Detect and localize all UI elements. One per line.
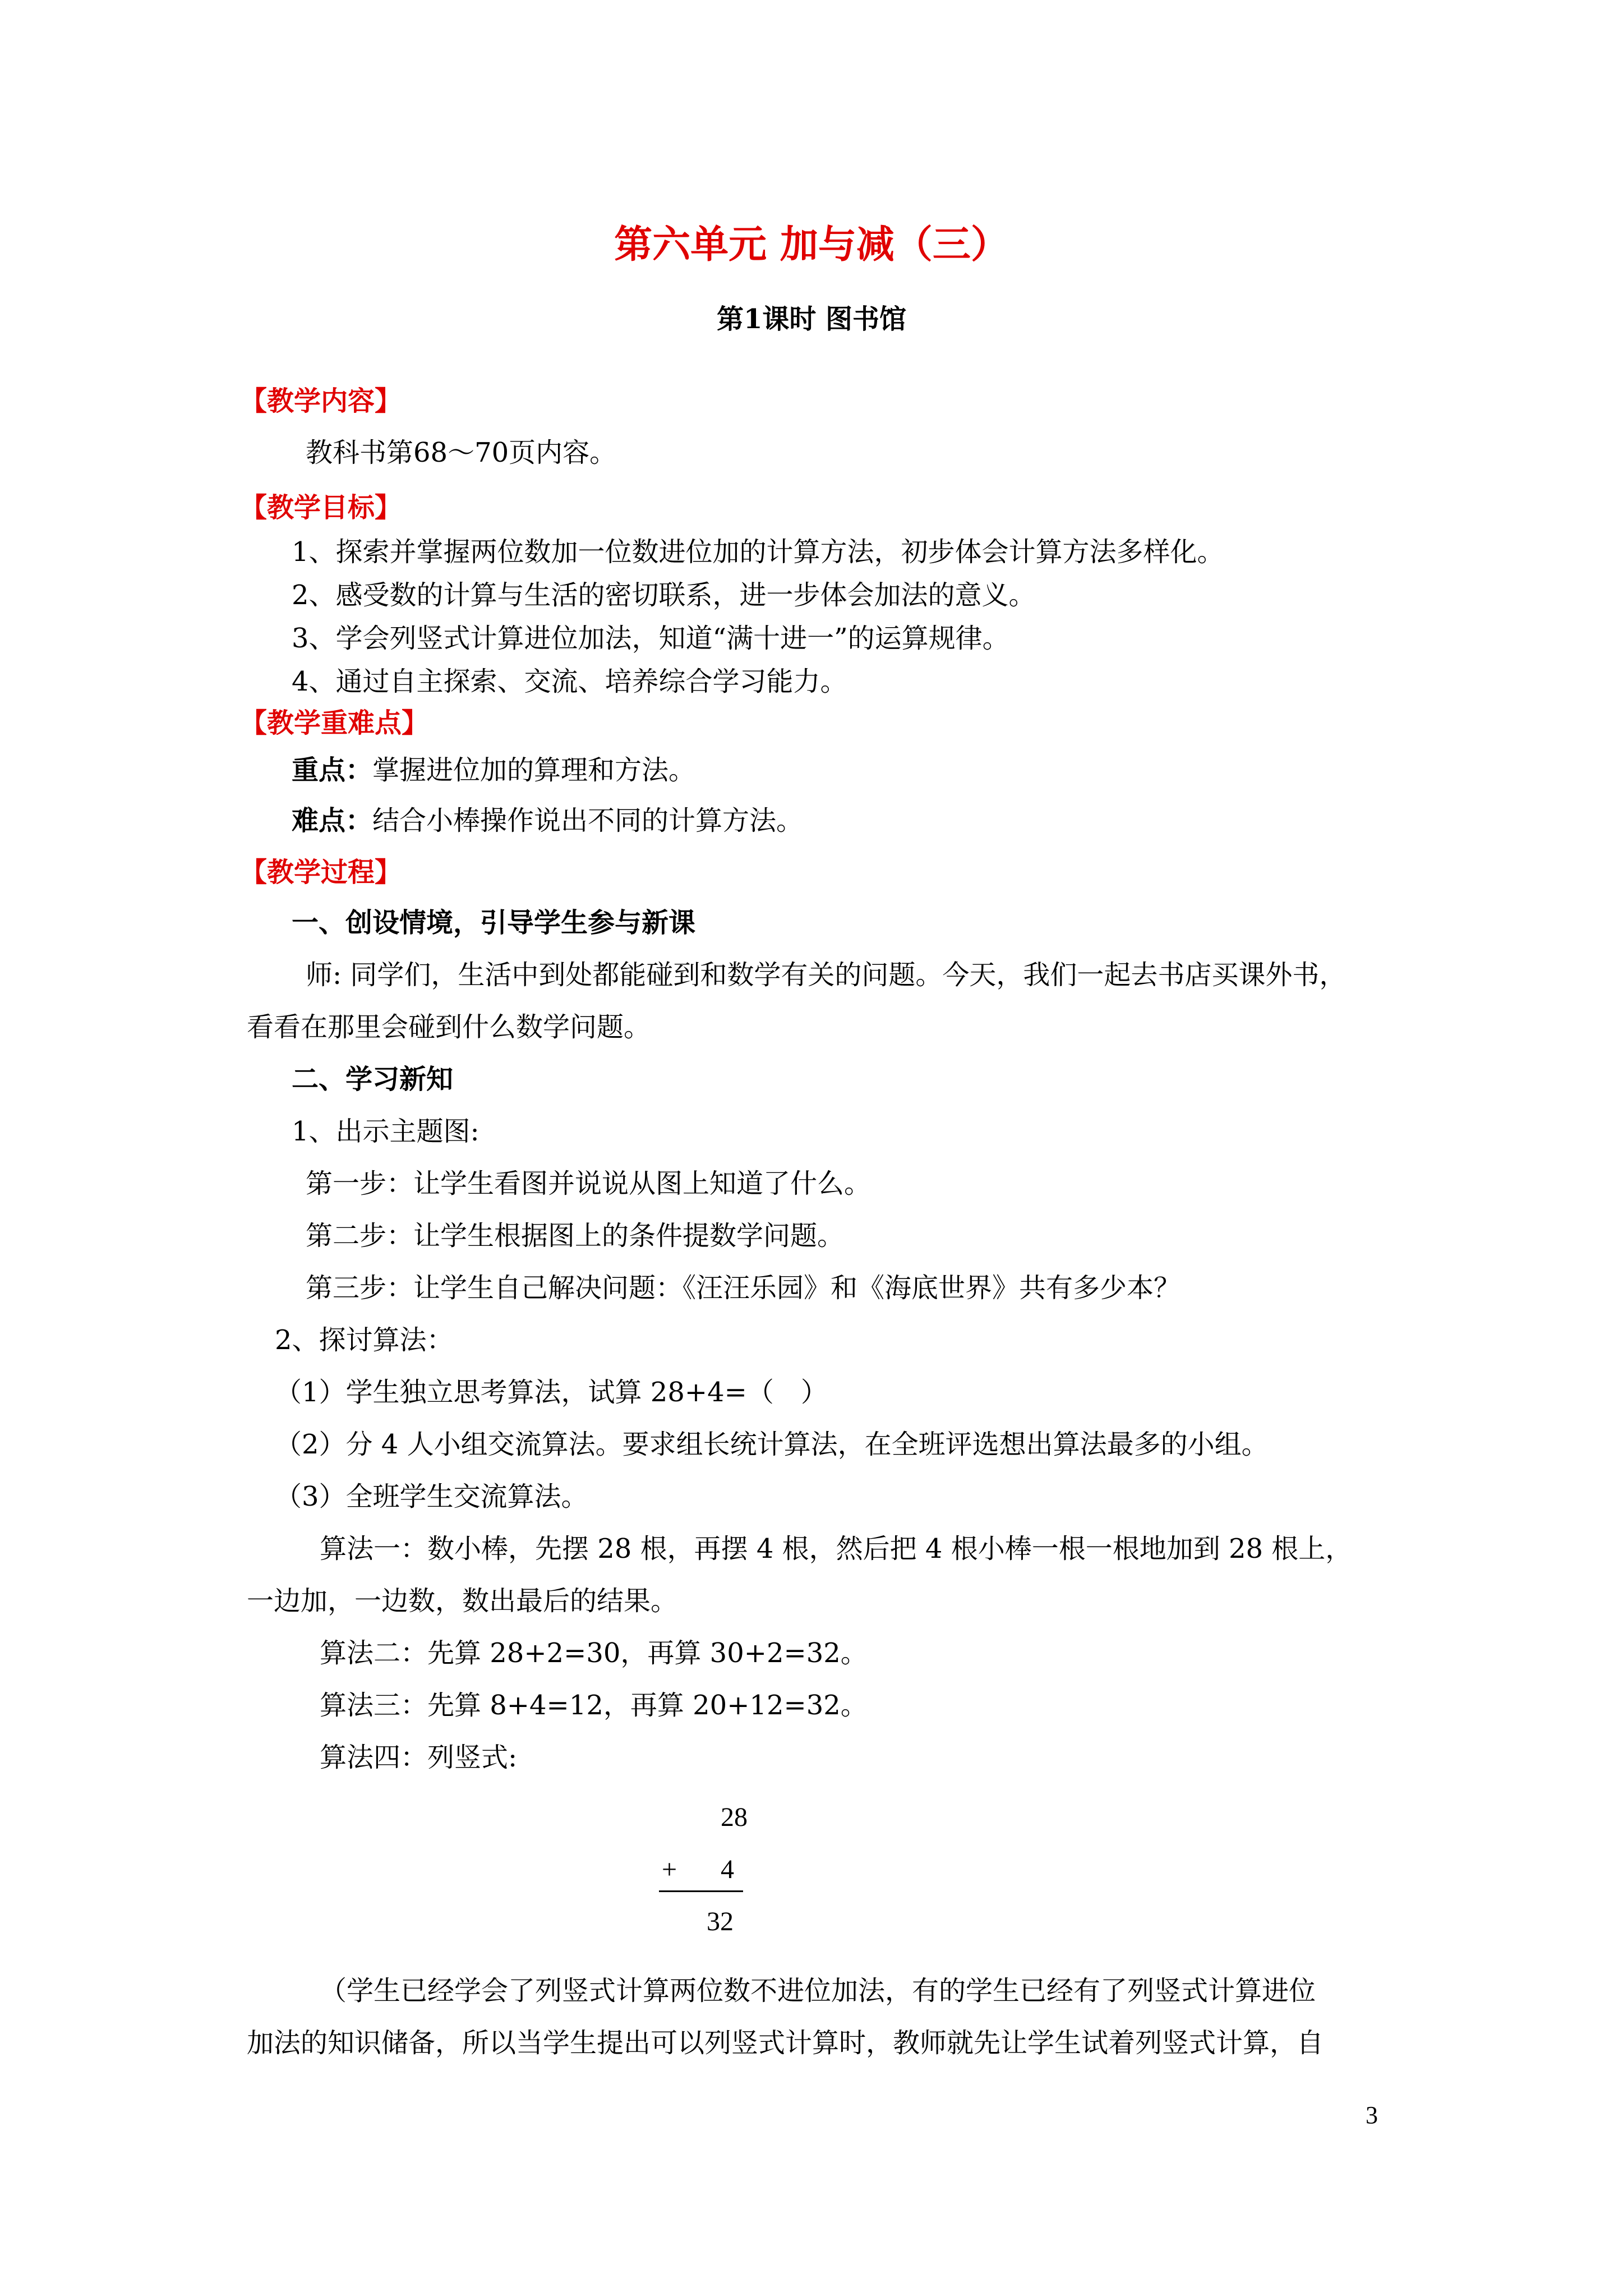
heading-teaching-content: 【教学内容】 <box>240 385 402 417</box>
goal-item: 1、探索并掌握两位数加一位数进位加的计算方法，初步体会计算方法多样化。 <box>292 536 1224 568</box>
process-explore-item: （2）分 4 人小组交流算法。要求组长统计算法，在全班评选想出算法最多的小组。 <box>275 1429 1269 1460</box>
note-paragraph: 加法的知识储备，所以当学生提出可以列竖式计算时，教师就先让学生试着列竖式计算，自 <box>247 2027 1324 2059</box>
method-paragraph: 算法二：先算 28+2=30，再算 30+2=32。 <box>320 1637 868 1669</box>
goal-item: 2、感受数的计算与生活的密切联系，进一步体会加法的意义。 <box>292 579 1036 611</box>
vertical-calc-line <box>659 1890 743 1892</box>
goal-item: 3、学会列竖式计算进位加法，知道“满十进一”的运算规律。 <box>292 623 1009 654</box>
vertical-calc-addend: 4 <box>721 1855 734 1884</box>
goal-item: 4、通过自主探索、交流、培养综合学习能力。 <box>292 666 847 697</box>
key-point-label: 重点： <box>292 754 373 786</box>
process-part2-title: 二、学习新知 <box>292 1064 454 1095</box>
process-step: 第一步：让学生看图并说说从图上知道了什么。 <box>306 1168 872 1199</box>
difficult-point-text: 结合小棒操作说出不同的计算方法。 <box>372 805 804 836</box>
method-paragraph: 算法一：数小棒，先摆 28 根，再摆 4 根，然后把 4 根小棒一根一根地加到 28 根上， <box>320 1533 1353 1565</box>
note-paragraph: （学生已经学会了列竖式计算两位数不进位加法，有的学生已经有了列竖式计算进位 <box>320 1975 1316 2007</box>
heading-teaching-process: 【教学过程】 <box>240 857 402 888</box>
method-paragraph: 算法四：列竖式: <box>320 1742 518 1773</box>
process-paragraph: 看看在那里会碰到什么数学问题。 <box>247 1011 651 1043</box>
heading-key-points: 【教学重难点】 <box>240 707 429 739</box>
vertical-calc-top: 28 <box>721 1802 748 1832</box>
vertical-calc-operator: + <box>662 1855 677 1884</box>
process-paragraph: 师: 同学们，生活中到处都能碰到和数学有关的问题。今天，我们一起去书店买课外书， <box>306 959 1347 991</box>
vertical-calc-result: 32 <box>707 1907 734 1936</box>
key-point-text: 掌握进位加的算理和方法。 <box>372 754 696 786</box>
process-explore-item: （3）全班学生交流算法。 <box>275 1481 588 1512</box>
process-explore: 2、探讨算法： <box>275 1324 454 1356</box>
heading-teaching-goals: 【教学目标】 <box>240 492 402 523</box>
method-paragraph: 算法三：先算 8+4=12，再算 20+12=32。 <box>320 1690 868 1721</box>
process-step: 第三步：让学生自己解决问题：《汪汪乐园》和《海底世界》共有多少本？ <box>306 1272 1181 1304</box>
process-explore-item: （1）学生独立思考算法，试算 28+4=（ ） <box>275 1377 828 1408</box>
teaching-content-text: 教科书第68～70页内容。 <box>306 437 617 468</box>
difficult-point-line <box>292 799 803 838</box>
process-step-intro: 1、出示主题图: <box>292 1116 479 1147</box>
process-step: 第二步：让学生根据图上的条件提数学问题。 <box>306 1220 845 1251</box>
process-part1-title: 一、创设情境，引导学生参与新课 <box>292 907 696 938</box>
key-point-line <box>292 748 695 787</box>
difficult-point-label: 难点： <box>292 805 373 836</box>
unit-title: 第六单元 加与减（三） <box>614 222 1009 267</box>
page-number: 3 <box>1366 2101 1378 2129</box>
method-paragraph: 一边加，一边数，数出最后的结果。 <box>247 1585 678 1617</box>
lesson-subtitle: 第1课时 图书馆 <box>716 303 907 335</box>
